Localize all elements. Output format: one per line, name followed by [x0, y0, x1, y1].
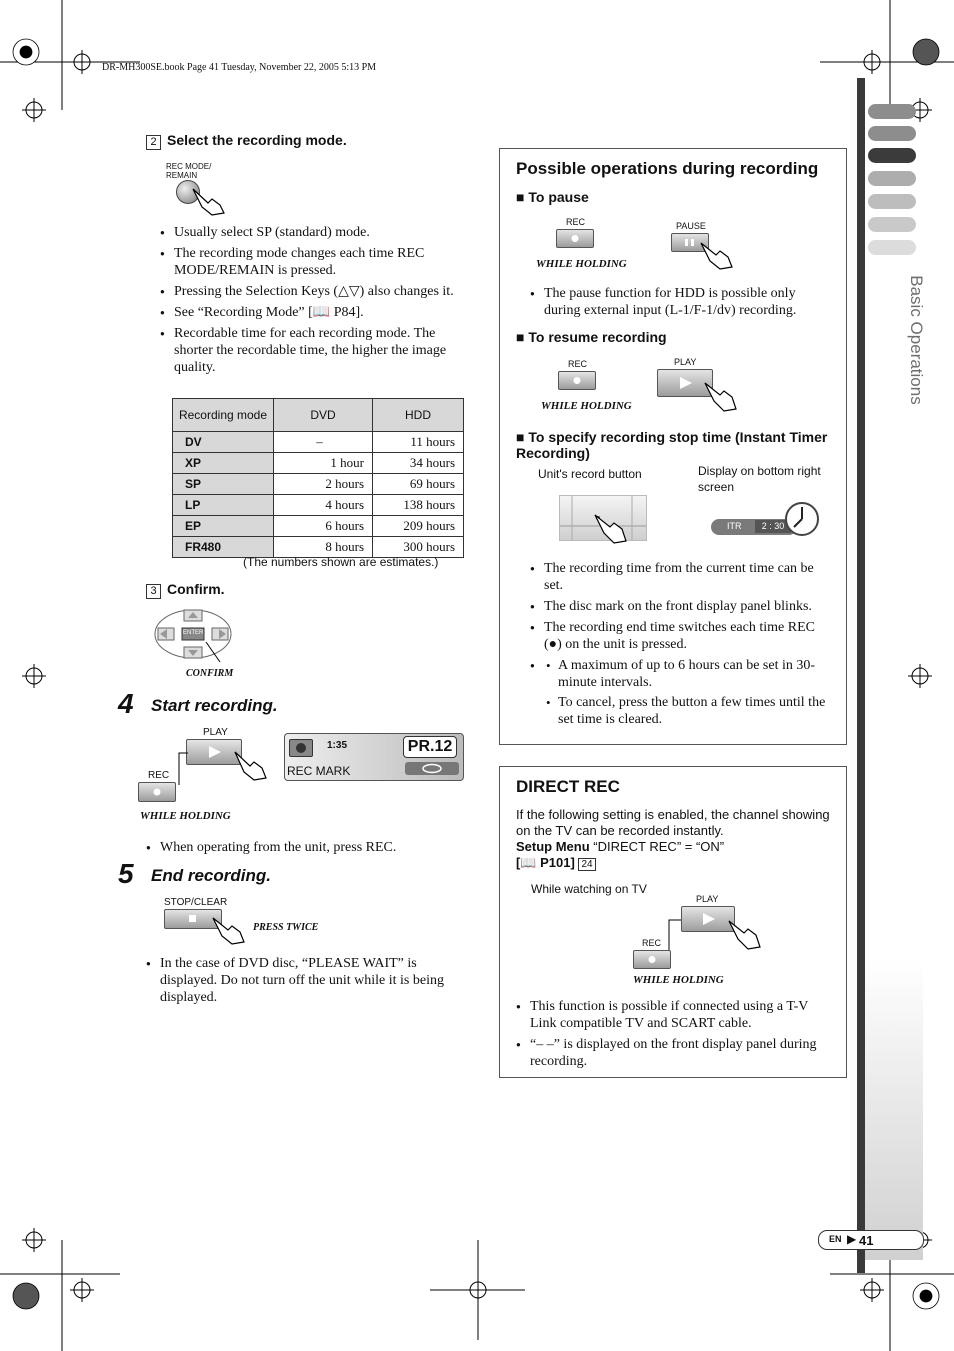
- table-cell: 34 hours: [373, 453, 464, 474]
- while-holding-caption: WHILE HOLDING: [633, 974, 724, 986]
- section-tab-6: [868, 217, 916, 232]
- disc-icon: [405, 762, 459, 775]
- step4-bullets: [146, 839, 456, 860]
- bullet: ● See “Recording Mode” [📖 P84].: [160, 304, 464, 321]
- while-holding-caption: WHILE HOLDING: [140, 810, 231, 822]
- record-dot-icon: [634, 951, 670, 968]
- resume-heading: ■ To resume recording: [516, 329, 667, 345]
- section-tab-7: [868, 240, 916, 255]
- square-bullet-icon: ■: [516, 329, 529, 345]
- table-cell: EP: [173, 516, 274, 537]
- bullet: ● The pause function for HDD is possible only during external input (L-1/F-1/dv) recording.: [530, 285, 826, 319]
- sub-bullet-group: [530, 657, 830, 728]
- sub-bullet: • ● A maximum of up to 6 hours can be set in 30-minute intervals.: [544, 657, 830, 691]
- direct-rec-description: If the following setting is enabled, the channel showing on the TV can be recorded instantly.: [516, 807, 830, 838]
- hand-icon: [592, 511, 632, 545]
- table-cell: XP: [173, 453, 274, 474]
- bullet: ● Pressing the Selection Keys (△▽) also changes it.: [160, 283, 464, 300]
- rec-label: REC: [566, 217, 586, 227]
- bullet: ● This function is possible if connected using a T-V Link compatible TV and SCART cable.: [516, 998, 826, 1032]
- pause-heading: ■ To pause: [516, 189, 589, 205]
- table-cell: 1 hour: [274, 453, 373, 474]
- play-label: PLAY: [203, 727, 228, 738]
- bullet: ● The disc mark on the front display panel blinks.: [530, 598, 830, 615]
- disc-indicator: [405, 762, 459, 775]
- display-time: 1:35: [327, 740, 348, 751]
- watching-label: While watching on TV: [531, 882, 647, 896]
- table-cell: 209 hours: [373, 516, 464, 537]
- connector-line: [176, 752, 190, 786]
- table-cell: 138 hours: [373, 495, 464, 516]
- file-header: DR-MH300SE.book Page 41 Tuesday, November 22, 2005 5:13 PM: [102, 62, 377, 73]
- rec-button[interactable]: [138, 782, 176, 802]
- record-dot-icon: [290, 740, 312, 756]
- hand-icon: [698, 239, 738, 271]
- bullet: ● The recording mode changes each time REC MODE/REMAIN is pressed.: [160, 245, 464, 279]
- bullet: ● Recordable time for each recording mode. The shorter the recordable time, the higher the image quality.: [160, 325, 464, 376]
- rec-label: REC: [148, 770, 170, 781]
- rec-label: REC: [568, 359, 588, 369]
- side-bar: [857, 78, 865, 1273]
- itr-time: 2 : 30: [755, 520, 791, 533]
- bullet: ● The recording time from the current time can be set.: [530, 560, 830, 594]
- table-cell: LP: [173, 495, 274, 516]
- bullet: ● Usually select SP (standard) mode.: [160, 224, 464, 241]
- section-label: Basic Operations: [907, 275, 926, 405]
- step4-title: Start recording.: [151, 696, 278, 715]
- direct-rec-bullets: [516, 998, 826, 1074]
- section-tab-5: [868, 194, 916, 209]
- table-cell: –: [274, 432, 373, 453]
- step3-header: [146, 581, 225, 599]
- step5-number: 5: [118, 858, 134, 889]
- direct-rec-box: [499, 766, 847, 1078]
- box-title: Possible operations during recording: [516, 159, 819, 178]
- column-header: HDD: [373, 399, 464, 432]
- enter-button-label[interactable]: ENTER: [183, 630, 204, 636]
- section-tab-4: [868, 171, 916, 186]
- play-label: PLAY: [674, 357, 697, 367]
- column-header: Recording mode: [173, 399, 274, 432]
- record-dot-icon: [139, 783, 175, 801]
- page-tag: [818, 1230, 924, 1250]
- bullet: ● “– –” is displayed on the front display panel during recording.: [516, 1036, 826, 1070]
- recording-mode-table: [172, 398, 464, 558]
- square-bullet-icon: ■: [516, 189, 529, 205]
- arrow-right-icon: ▶: [847, 1232, 857, 1246]
- table-cell: 300 hours: [373, 537, 464, 558]
- table-cell: 11 hours: [373, 432, 464, 453]
- record-dot-icon: [559, 372, 595, 389]
- step5-title: End recording.: [151, 866, 271, 885]
- press-twice-caption: PRESS TWICE: [253, 922, 319, 933]
- step-number: 2: [146, 135, 161, 150]
- sub-bullets: [544, 657, 830, 728]
- stop-time-bullets: [530, 560, 830, 732]
- box-title: DIRECT REC: [516, 777, 620, 796]
- section-tab-2: [868, 126, 916, 141]
- table-cell: DV: [173, 432, 274, 453]
- unit-button-label: Unit's record button: [538, 467, 642, 481]
- play-label: PLAY: [696, 894, 719, 904]
- table-row: [173, 495, 464, 516]
- section-tab-1: [868, 104, 916, 119]
- hand-icon: [190, 185, 230, 217]
- rec-button[interactable]: [558, 371, 596, 390]
- rec-mark-indicator: [289, 739, 313, 757]
- table-row: [173, 516, 464, 537]
- record-dot-icon: [557, 230, 593, 247]
- operations-box: [499, 148, 847, 745]
- language-label: EN: [829, 1234, 842, 1244]
- step2-header: [146, 132, 347, 150]
- clock-icon: [784, 501, 820, 537]
- table-cell: FR480: [173, 537, 274, 558]
- bullet: ● In the case of DVD disc, “PLEASE WAIT” is displayed. Do not turn off the unit while it is being displayed.: [146, 955, 446, 1006]
- section-tab-active: [868, 148, 916, 163]
- stop-clear-label: STOP/CLEAR: [164, 897, 228, 908]
- hand-icon: [232, 748, 272, 784]
- pause-label: PAUSE: [676, 221, 706, 231]
- bullet: ● The recording end time switches each time REC (●) on the unit is pressed.: [530, 619, 830, 653]
- while-holding-caption: WHILE HOLDING: [541, 400, 632, 412]
- rec-mark-label: REC MARK: [287, 764, 351, 778]
- side-gradient: [865, 960, 923, 1260]
- step4-number: 4: [118, 688, 134, 719]
- display-label: Display on bottom right screen: [698, 464, 821, 494]
- table-header-row: [173, 399, 464, 432]
- table-note: (The numbers shown are estimates.): [243, 555, 439, 569]
- sub-bullet: • To cancel, press the button a few times until the set time is cleared.: [544, 694, 830, 728]
- rec-mode-label: REC MODE/ REMAIN: [166, 162, 212, 180]
- confirm-caption: CONFIRM: [186, 668, 234, 679]
- step2-bullets: [160, 224, 464, 380]
- hand-icon: [726, 917, 766, 951]
- table-row: [173, 474, 464, 495]
- while-holding-caption: WHILE HOLDING: [536, 258, 627, 270]
- hand-icon: [210, 914, 250, 946]
- hand-icon: [702, 379, 742, 413]
- table-cell: 6 hours: [274, 516, 373, 537]
- table-row: [173, 453, 464, 474]
- rec-label: REC: [642, 938, 662, 948]
- column-header: DVD: [274, 399, 373, 432]
- table-cell: SP: [173, 474, 274, 495]
- step-number: 3: [146, 584, 161, 599]
- channel-display: PR.12: [403, 736, 457, 758]
- page-reference: [📖 P101] 24: [516, 855, 596, 871]
- bullet: ● When operating from the unit, press REC.: [146, 839, 456, 856]
- pause-bullets: [530, 285, 826, 323]
- table-row: [173, 432, 464, 453]
- table-cell: 4 hours: [274, 495, 373, 516]
- step-title: Select the recording mode.: [167, 132, 347, 148]
- table-cell: 2 hours: [274, 474, 373, 495]
- table-cell: 8 hours: [274, 537, 373, 558]
- stop-time-heading: ■ To specify recording stop time (Instant Timer Recording): [516, 429, 828, 461]
- rec-button[interactable]: [556, 229, 594, 248]
- page-number: 41: [859, 1233, 874, 1248]
- rec-button[interactable]: [633, 950, 671, 969]
- square-bullet-icon: ■: [516, 429, 529, 445]
- itr-label: ITR: [727, 521, 742, 531]
- step5-bullets: [146, 955, 446, 1010]
- step-title: Confirm.: [167, 581, 225, 597]
- setup-line: Setup Menu “DIRECT REC” = “ON”: [516, 839, 725, 854]
- table-cell: 69 hours: [373, 474, 464, 495]
